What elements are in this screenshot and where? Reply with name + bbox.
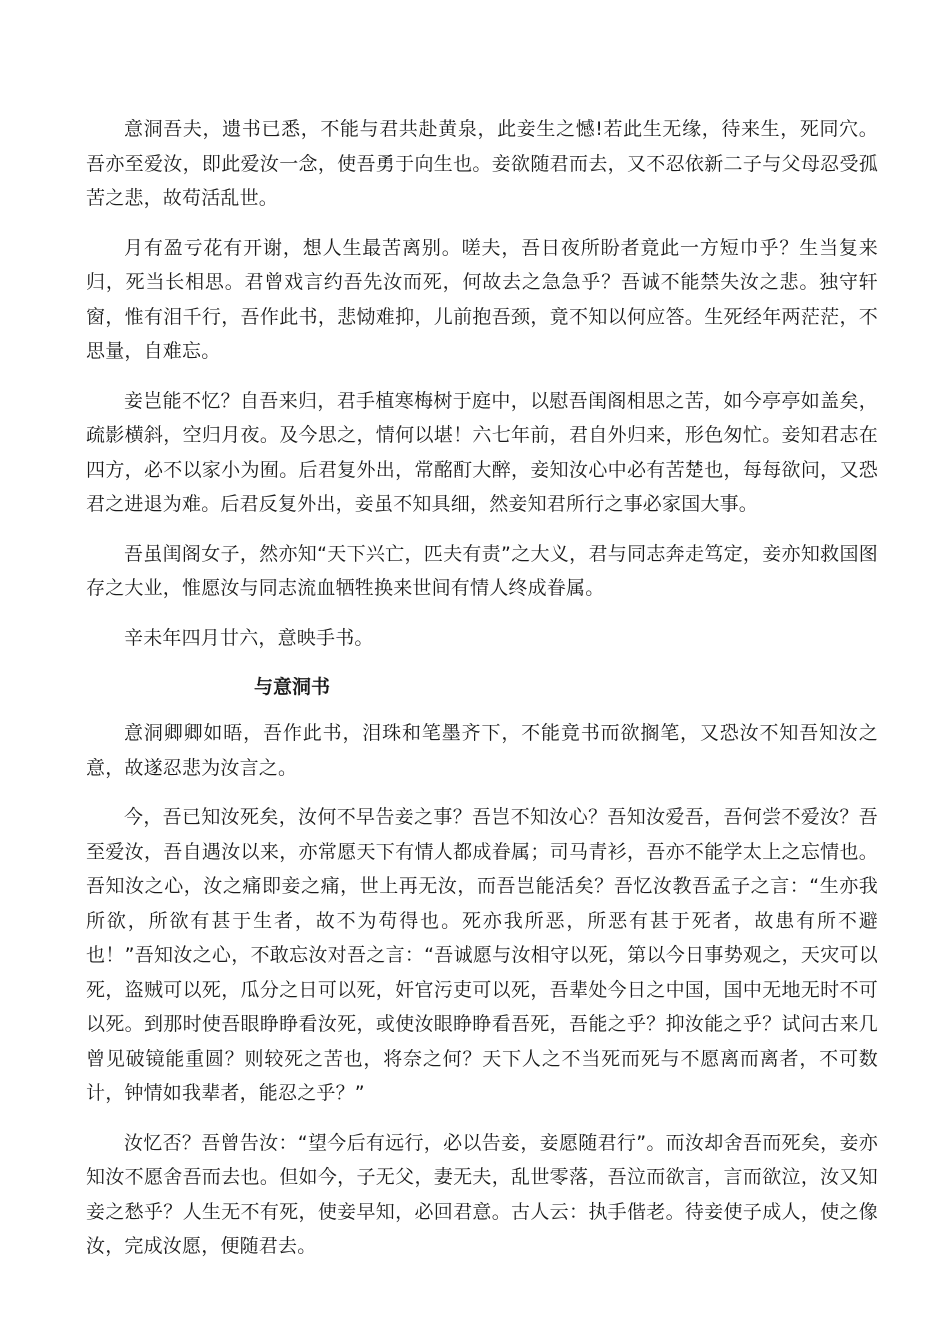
paragraph-mencius-quote: 今，吾已知汝死矣，汝何不早告妾之事？吾岂不知汝心？吾知汝爱吾，吾何尝不爱汝？吾至爱汝，吾自遇汝以来，亦常愿天下有情人都成眷属；司马青衫，吾亦不能学太上之忘情也。吾知汝之心，汝之痛即妾之痛，世上再无汝，而吾岂能活矣？吾忆汝教吾孟子之言：“生亦我所欲，所欲有甚于生者，故不为苟得也。死亦我所恶，所恶有甚于死者，故患有所不避也！”吾知汝之心，不敢忘汝对吾之言：“吾诚愿与汝相守以死，第以今日事势观之，天灾可以死，盗贼可以死，瓜分之日可以死，奸官污吏可以死，吾辈处今日之中国，国中无地无时不可以死。到那时使吾眼睁睁看汝死，或使汝眼睁睁看吾死，吾能之乎？抑汝能之乎？试问古来几曾见破镜能重圆？则较死之苦也，将奈之何？天下人之不当死而死与不愿离而离者，不可数计，钟情如我辈者，能忍之乎？”: [86, 806, 878, 1104]
document-page: [86, 112, 878, 1279]
paragraph-second-letter-opening: 意洞卿卿如晤，吾作此书，泪珠和笔墨齐下，不能竟书而欲搁笔，又恐汝不知吾知汝之意，故遂忍悲为汝言之。: [86, 722, 878, 779]
paragraph-signature-date: 辛未年四月廿六，意映手书。: [124, 626, 374, 649]
section-heading: 与意洞书: [254, 676, 331, 698]
paragraph-national-duty: 吾虽闺阁女子，然亦知“天下兴亡，匹夫有责”之大义，君与同志奔走笃定，妾亦知救国图存之大业，惟愿汝与同志流血牺牲换来世间有情人终成眷属。: [86, 542, 878, 599]
paragraph-plum-tree: 妾岂能不忆？自吾来归，君手植寒梅树于庭中，以慰吾闺阁相思之苦，如今亭亭如盖矣，疏影横斜，空归月夜。及今思之，情何以堪！六七年前，君自外归来，形色匆忙。妾知君志在四方，必不以家小为囿。后君复外出，常酩酊大醉，妾知汝心中必有苦楚也，每每欲问，又恐君之进退为难。后君反复外出，妾虽不知具细，然妾知君所行之事必家国大事。: [86, 389, 878, 515]
paragraph-farewell: 汝忆否？吾曾告汝：“望今后有远行，必以告妾，妾愿随君行”。而汝却舍吾而死矣，妾亦知汝不愿舍吾而去也。但如今，子无父，妻无夫，乱世零落，吾泣而欲言，言而欲泣，汝又知妾之愁乎？人生无不有死，使妾早知，必回君意。古人云：执手偕老。待妾使子成人，使之像汝，完成汝愿，便随君去。: [86, 1131, 878, 1257]
paragraph-moon-flowers: 月有盈亏花有开谢，想人生最苦离别。嗟夫，吾日夜所盼者竟此一方短巾乎？生当复来归，死当长相思。君曾戏言约吾先汝而死，何故去之急急乎？吾诚不能禁失汝之悲。独守轩窗，惟有泪千行，吾作此书，悲恸难抑，儿前抱吾颈，竟不知以何应答。生死经年两茫茫，不思量，自难忘。: [86, 236, 878, 362]
paragraph-letter-opening: 意洞吾夫，遗书已悉，不能与君共赴黄泉，此妾生之憾!若此生无缘，待来生，死同穴。吾亦至爱汝，即此爱汝一念，使吾勇于向生也。妾欲随君而去，又不忍依新二子与父母忍受孤苦之悲，故苟活乱世。: [86, 118, 878, 209]
